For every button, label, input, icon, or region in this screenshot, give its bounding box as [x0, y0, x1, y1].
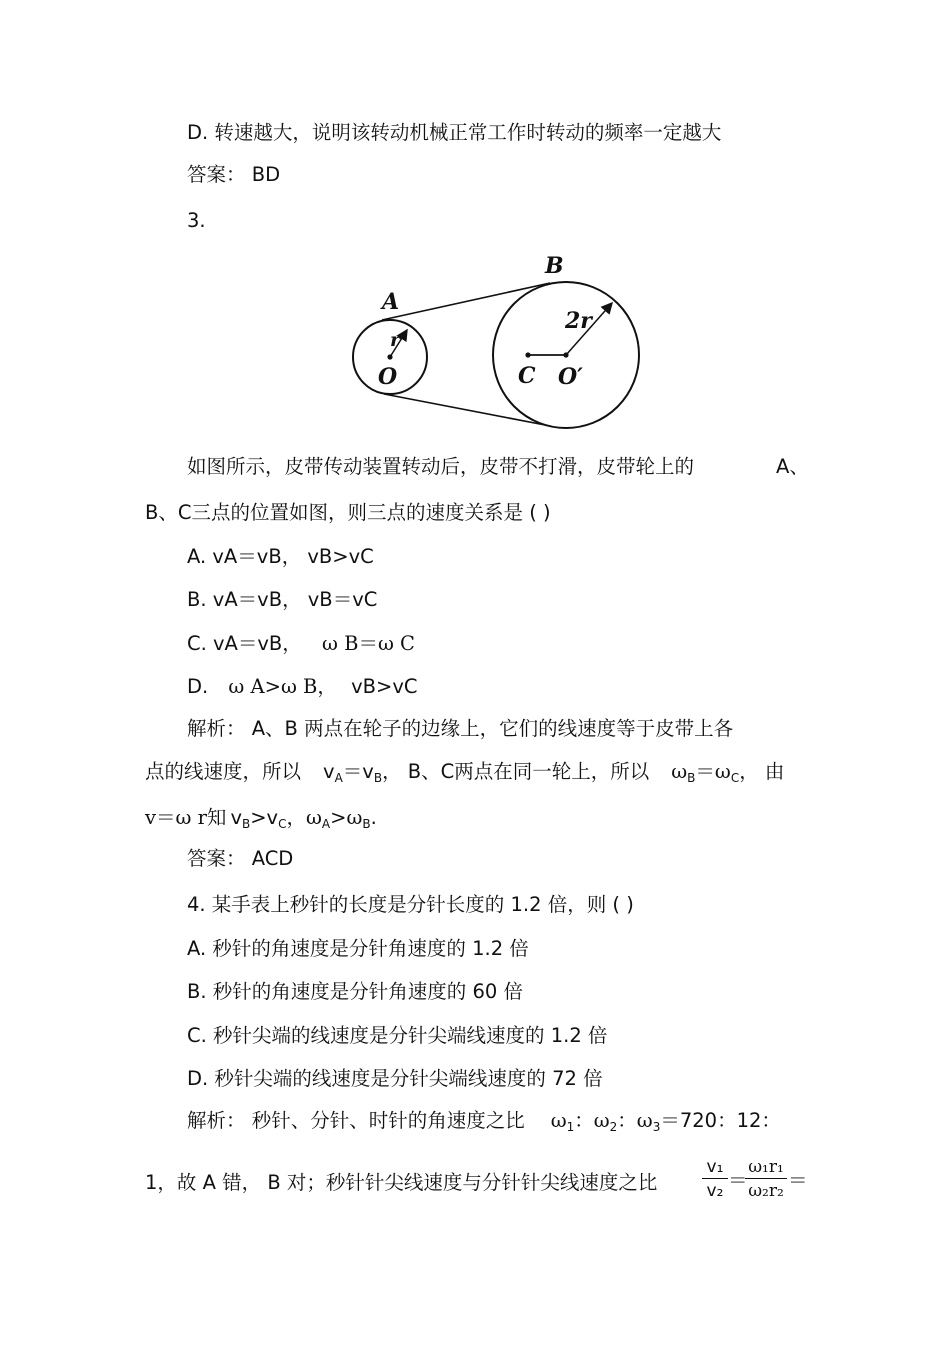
equals-sign: ＝: [788, 1169, 808, 1192]
label-B: B: [545, 253, 564, 279]
q3-sub: B: [373, 771, 383, 785]
q4-option-a: A. 秒针的角速度是分针角速度的 1.2 倍: [187, 937, 529, 960]
q4-sub: 3: [652, 1120, 661, 1134]
q3-sub: A: [334, 771, 343, 785]
q3-option-d-prefix: D.: [187, 675, 209, 698]
label-O: O: [378, 364, 398, 390]
q3-analysis-text: .: [370, 806, 377, 829]
q3-stem-line1: 如图所示，皮带传动装置转动后，皮带不打滑，皮带轮上的: [187, 455, 695, 478]
belt-bottom: [384, 394, 545, 425]
q3-option-c-prefix: C. vA＝vB，: [187, 632, 302, 655]
q3-sub: C: [278, 817, 287, 831]
fraction-denominator: v₂: [706, 1181, 724, 1201]
q3-analysis-text: v＝ω r知: [145, 806, 227, 829]
fraction-denominator: ω₂r₂: [748, 1181, 784, 1201]
q3-math-omegaB: >ω: [330, 806, 363, 829]
label-A: A: [382, 289, 400, 315]
q3-sub: B: [687, 771, 696, 785]
q3-math-vA: v: [323, 760, 335, 783]
fraction-omega-r: [745, 1157, 787, 1201]
fraction-numerator: v₁: [702, 1157, 728, 1179]
q4-sub: 2: [609, 1120, 618, 1134]
q3-sub: B: [241, 817, 251, 831]
q3-stem-line2: B、C三点的位置如图，则三点的速度关系是 ( ): [145, 501, 551, 524]
q2-answer: 答案： BD: [187, 163, 281, 186]
q3-analysis-text: ，: [286, 806, 307, 829]
belt-top: [382, 283, 550, 320]
label-O-prime: O′: [558, 364, 583, 390]
q4-sub: 1: [566, 1120, 575, 1134]
q3-option-b: B. vA＝vB， vB＝vC: [187, 588, 378, 611]
q4-option-b: B. 秒针的角速度是分针角速度的 60 倍: [187, 980, 523, 1003]
q3-math-omegaA: ω: [306, 806, 322, 829]
q3-math-vC: >v: [250, 806, 279, 829]
label-C: C: [518, 363, 536, 389]
q3-option-c: [187, 632, 415, 656]
q3-math-omegaC: ＝ω: [695, 760, 731, 783]
point-C: [525, 352, 530, 357]
q3-analysis-line1: 解析： A、B 两点在轮子的边缘上，它们的线速度等于皮带上各: [187, 717, 734, 740]
q4-analysis-line2: 1，故 A 错， B 对；秒针针尖线速度与分针针尖线速度之比: [145, 1171, 658, 1194]
q3-answer: 答案： ACD: [187, 847, 294, 870]
q3-math-vB: v: [230, 806, 242, 829]
q4-analysis-line1: [187, 1109, 781, 1139]
label-r: r: [390, 329, 401, 351]
q3-analysis-line2: [145, 760, 784, 790]
belt-pulley-figure: [340, 248, 650, 433]
q3-stem-line1-tail: A、: [776, 455, 809, 478]
fraction-numerator: ω₁r₁: [745, 1157, 787, 1179]
q3-math-omegaB: ω: [671, 760, 688, 783]
q3-analysis-text: ， 由: [739, 760, 785, 783]
q3-analysis-text: 点的线速度，所以: [145, 760, 302, 783]
q4-option-d: D. 秒针尖端的线速度是分针尖端线速度的 72 倍: [187, 1067, 603, 1090]
q3-option-d: [187, 675, 418, 699]
q3-option-a: A. vA＝vB， vB>vC: [187, 545, 374, 568]
center-O-prime: [563, 352, 568, 357]
q3-option-d-rest: vB>vC: [351, 675, 418, 698]
q3-math-vB: ＝v: [342, 760, 374, 783]
q2-option-d: D. 转速越大，说明该转动机械正常工作时转动的频率一定越大: [187, 121, 722, 144]
q3-sub: C: [730, 771, 740, 785]
q3-sub: A: [321, 817, 331, 831]
fraction-v1-v2: [702, 1157, 728, 1201]
equals-sign: ＝: [728, 1169, 748, 1192]
q3-analysis-line3: [145, 806, 377, 836]
q3-option-c-omega: ω B＝ω C: [322, 632, 415, 655]
q3-option-d-omega: ω A>ω B，: [228, 675, 337, 698]
q4-math-omega1: ω: [550, 1109, 567, 1132]
q3-number: 3.: [187, 209, 206, 232]
q3-analysis-text: ， B、C两点在同一轮上，所以: [382, 760, 650, 783]
q4-stem: 4. 某手表上秒针的长度是分针长度的 1.2 倍，则 ( ): [187, 893, 634, 916]
q4-analysis-text: ＝720：12：: [660, 1109, 781, 1132]
q4-math-omega2: ：ω: [574, 1109, 610, 1132]
label-2r: 2r: [565, 308, 592, 334]
center-O: [387, 354, 392, 359]
q4-analysis-text: 解析： 秒针、分针、时针的角速度之比: [187, 1109, 525, 1132]
q4-math-omega3: ：ω: [617, 1109, 653, 1132]
q4-option-c: C. 秒针尖端的线速度是分针尖端线速度的 1.2 倍: [187, 1024, 608, 1047]
q3-sub: B: [362, 817, 371, 831]
